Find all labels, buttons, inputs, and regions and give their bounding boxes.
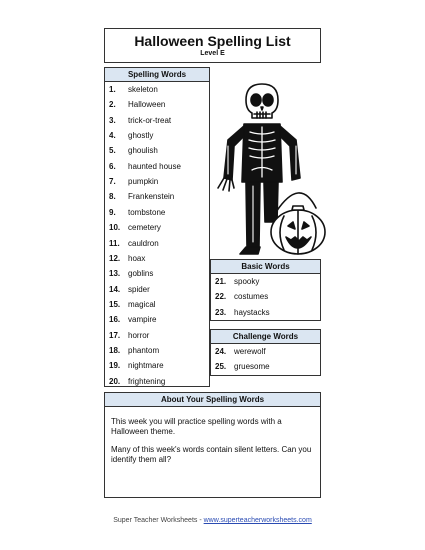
word-text: goblins bbox=[128, 269, 154, 279]
spelling-words-box bbox=[104, 67, 210, 387]
word-number: 4. bbox=[109, 131, 116, 141]
word-text: vampire bbox=[128, 315, 157, 325]
word-number: 24. bbox=[215, 347, 227, 356]
word-text: pumpkin bbox=[128, 177, 159, 187]
word-text: werewolf bbox=[234, 347, 266, 356]
footer-link[interactable]: www.superteacherworksheets.com bbox=[203, 517, 312, 524]
word-number: 11. bbox=[109, 238, 120, 248]
word-text: haystacks bbox=[234, 307, 270, 317]
word-number: 19. bbox=[109, 361, 121, 371]
spelling-words-header: Spelling Words bbox=[105, 68, 209, 82]
about-header: About Your Spelling Words bbox=[105, 393, 320, 407]
word-number: 6. bbox=[109, 161, 116, 171]
page-title: Halloween Spelling List bbox=[134, 33, 291, 49]
word-number: 12. bbox=[109, 253, 121, 263]
challenge-words-box bbox=[210, 329, 321, 376]
word-text: hoax bbox=[128, 253, 146, 263]
word-number: 1. bbox=[109, 85, 116, 94]
level-label: Level E bbox=[200, 50, 225, 57]
word-text: costumes bbox=[234, 292, 269, 302]
word-text: cemetery bbox=[128, 223, 161, 233]
about-box bbox=[104, 392, 321, 498]
word-text: frightening bbox=[128, 376, 166, 386]
word-text: horror bbox=[128, 330, 150, 340]
word-number: 10. bbox=[109, 223, 121, 233]
word-number: 15. bbox=[109, 299, 121, 309]
word-text: ghoulish bbox=[128, 146, 158, 156]
word-text: phantom bbox=[128, 345, 160, 355]
word-number: 20. bbox=[109, 376, 121, 386]
basic-words-header: Basic Words bbox=[211, 260, 320, 274]
word-text: magical bbox=[128, 299, 156, 309]
word-number: 23. bbox=[215, 307, 227, 317]
word-text: skeleton bbox=[128, 85, 158, 94]
word-number: 17. bbox=[109, 330, 121, 340]
word-number: 14. bbox=[109, 284, 121, 294]
word-text: gruesome bbox=[234, 362, 270, 372]
skeleton-illustration bbox=[216, 82, 326, 260]
about-paragraph-1: This week you will practice spelling words with a Halloween theme. bbox=[111, 417, 282, 436]
word-text: spooky bbox=[234, 277, 260, 286]
footer-prefix: Super Teacher Worksheets - bbox=[113, 517, 204, 524]
word-number: 7. bbox=[109, 177, 116, 187]
word-text: trick-or-treat bbox=[128, 115, 172, 125]
word-number: 25. bbox=[215, 362, 227, 372]
word-text: haunted house bbox=[128, 161, 181, 171]
footer bbox=[0, 517, 425, 524]
word-number: 8. bbox=[109, 192, 116, 202]
word-text: tombstone bbox=[128, 207, 166, 217]
word-number: 3. bbox=[109, 115, 116, 125]
word-text: ghostly bbox=[128, 131, 154, 141]
word-text: cauldron bbox=[128, 238, 159, 248]
word-number: 18. bbox=[109, 345, 121, 355]
word-number: 16. bbox=[109, 315, 121, 325]
word-number: 21. bbox=[215, 277, 227, 286]
word-text: nightmare bbox=[128, 361, 164, 371]
basic-words-box bbox=[210, 259, 321, 321]
word-number: 5. bbox=[109, 146, 116, 156]
word-number: 13. bbox=[109, 269, 121, 279]
word-text: Frankenstein bbox=[128, 192, 175, 202]
word-number: 22. bbox=[215, 292, 227, 302]
about-paragraph-2: Many of this week's words contain silent letters. Can you identify them all? bbox=[111, 445, 312, 464]
word-number: 9. bbox=[109, 207, 116, 217]
word-text: Halloween bbox=[128, 100, 166, 110]
word-text: spider bbox=[128, 284, 150, 294]
title-box bbox=[104, 28, 321, 63]
challenge-words-header: Challenge Words bbox=[211, 330, 320, 344]
word-number: 2. bbox=[109, 100, 116, 110]
